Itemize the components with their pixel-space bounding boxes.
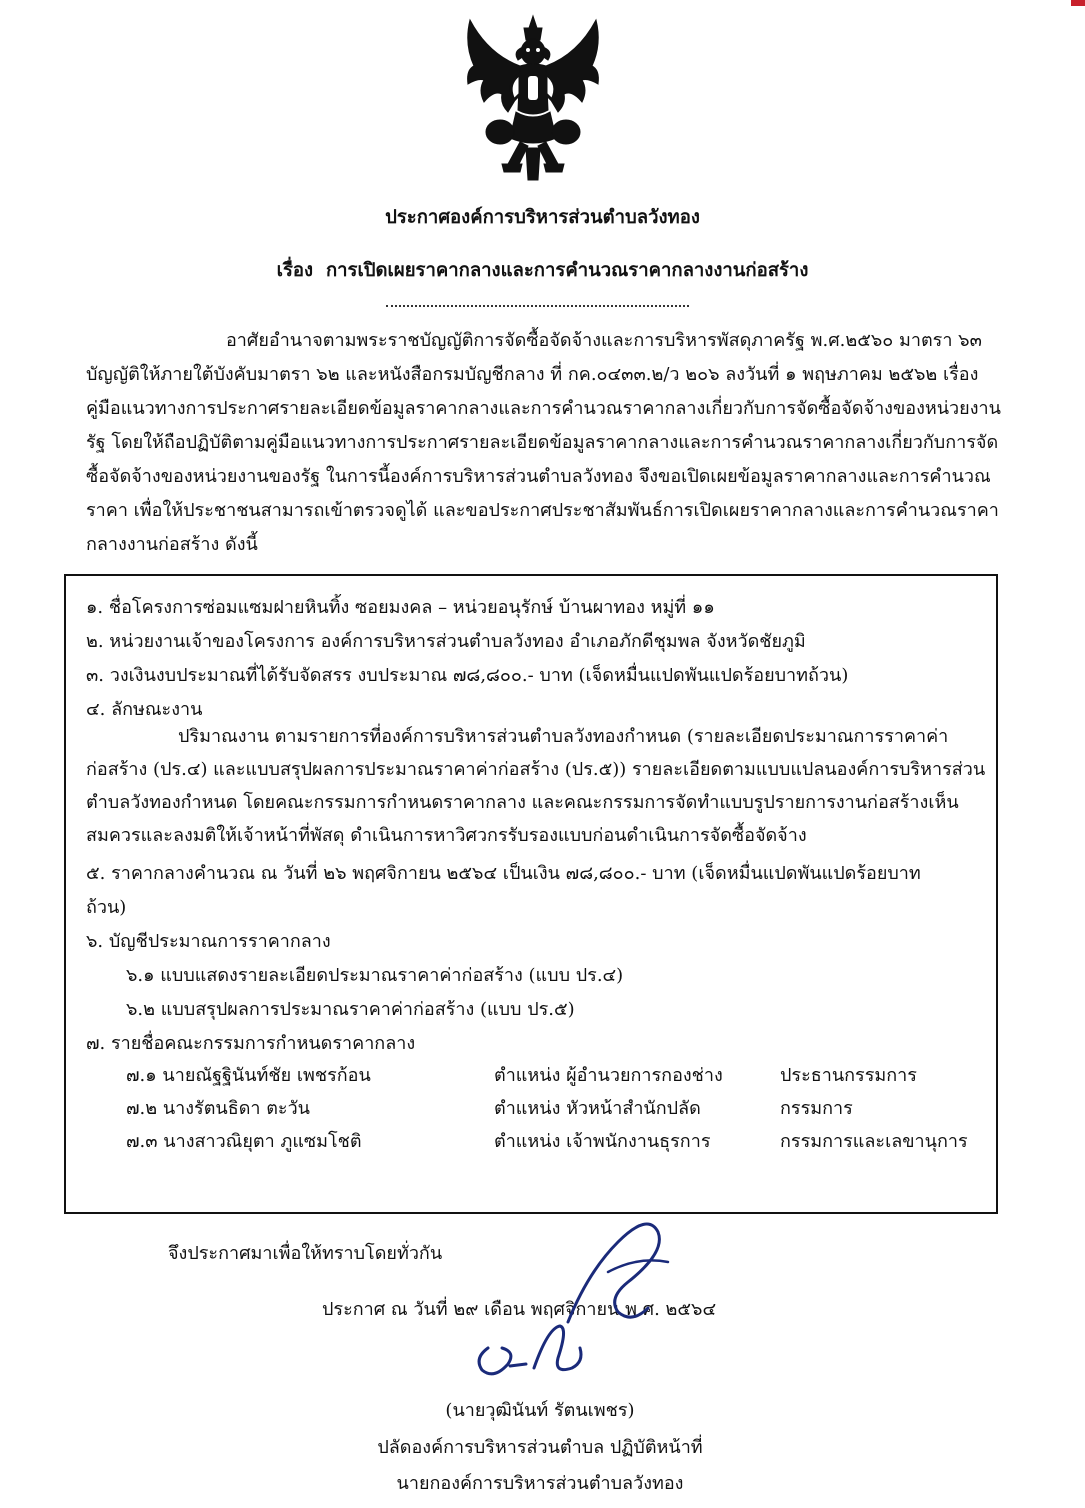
committee-member-role: กรรมการ <box>780 1098 853 1119</box>
garuda-emblem-icon <box>458 14 608 184</box>
committee-member-position: ตำแหน่ง หัวหน้าสำนักปลัด <box>494 1098 701 1119</box>
item-5-median-price-line2: ถ้วน) <box>86 897 127 918</box>
intro-first-line: อาศัยอำนาจตามพระราชบัญญัติการจัดซื้อจัดจ้างและการบริหารพัสดุภาครัฐ พ.ศ.๒๕๖๐ <box>226 330 894 351</box>
subject-text: การเปิดเผยราคากลางและการคำนวณราคากลางงานก่อสร้าง <box>325 260 809 281</box>
signer-name: (นายวุฒินันท์ รัตนเพชร) <box>445 1400 635 1421</box>
item-3-budget: ๓. วงเงินงบประมาณที่ได้รับจัดสรร งบประมาณ ๗๘,๘๐๐.- บาท (เจ็ดหมื่นแปดพันแปดร้อยบาทถ้วน) <box>86 665 849 686</box>
item-1-project-name: ๑. ชื่อโครงการซ่อมแซมฝายหินทิ้ง ซอยมงคล – หน่วยอนุรักษ์ บ้านผาทอง หมู่ที่ ๑๑ <box>86 597 715 618</box>
committee-member-role: ประธานกรรมการ <box>780 1065 917 1086</box>
item-4-description-text: ปริมาณงาน ตามรายการที่องค์การบริหารส่วนตำบลวังทองกำหนด (รายละเอียดประมาณการราคาค่าก่อสร้าง (ปร.๔) และแบบสรุปผลการประมาณราคาค่าก่อสร้าง (ปร.๕)) รายละเอียดตามแบบแปลนองค์การบริหารส่วนตำบลวังทองกำหนด โดยคณะกรรมการกำหนดราคากลาง และคณะกรรมการจัดทำแบบรูปรายการงานก่อสร้างเห็นสมควรและลงมติให้เจ้าหน้าที่พัสดุ ดำเนินการหาวิศวกรรับรองแบบก่อนดำเนินการจัดซื้อจัดจ้าง <box>86 726 986 846</box>
intro-body: มาตรา ๖๓ บัญญัติให้ภายใต้บังคับมาตรา ๖๒ และหนังสือกรมบัญชีกลาง ที่ กค.๐๔๓๓.๒/ว ๒๐๖ ลงวันที่ ๑ พฤษภาคม ๒๕๖๒ เรื่องคู่มือแนวทางการประกาศรายละเอียดข้อมูลราคากลางและการคำนวณราคากลางเกี่ยวกับการจัดซื้อจัดจ้างของหน่วยงานรัฐ โดยให้ถือปฏิบัติตามคู่มือแนวทางการประกาศรายละเอียดข้อมูลราคากลางและการคำนวณราคากลางเกี่ยวกับการจัดซื้อจัดจ้างของหน่วยงานของรัฐ ในการนี้องค์การบริหารส่วนตำบลวังทอง จึงขอเปิดเผยข้อมูลราคากลางและการคำนวณราคา เพื่อให้ประชาชนสามารถเข้าตรวจดูได้ และขอประกาศประชาสัมพันธ์การเปิดเผยราคากลางและการคำนวณราคากลางงานก่อสร้าง ดังนี้ <box>86 330 1001 555</box>
subject-label: เรื่อง <box>276 260 314 281</box>
announcement-org-title: ประกาศองค์การบริหารส่วนตำบลวังทอง <box>385 207 700 228</box>
item-6-1-form-pr4: ๖.๑ แบบแสดงรายละเอียดประมาณราคาค่าก่อสร้าง (แบบ ปร.๔) <box>126 965 624 986</box>
committee-member-position: ตำแหน่ง เจ้าพนักงานธุรการ <box>494 1131 711 1152</box>
signer-title-1: ปลัดองค์การบริหารส่วนตำบล ปฏิบัติหน้าที่ <box>377 1437 703 1458</box>
item-7-committee-title: ๗. รายชื่อคณะกรรมการกำหนดราคากลาง <box>86 1033 416 1054</box>
dotted-separator <box>386 305 689 307</box>
item-6-2-form-pr5: ๖.๒ แบบสรุปผลการประมาณราคาค่าก่อสร้าง (แบบ ปร.๕) <box>126 999 575 1020</box>
signer-title-2: นายกองค์การบริหารส่วนตำบลวังทอง <box>396 1473 684 1494</box>
intro-paragraph <box>86 324 1002 562</box>
item-5-median-price-line1: ๕. ราคากลางคำนวณ ณ วันที่ ๒๖ พฤศจิกายน ๒๕๖๔ เป็นเงิน ๗๘,๘๐๐.- บาท (เจ็ดหมื่นแปดพันแปดร้อยบาท <box>86 863 921 884</box>
committee-member-role: กรรมการและเลขานุการ <box>780 1131 968 1152</box>
item-4-description <box>86 720 990 852</box>
committee-member-name: ๗.๑ นายณัฐฐินันท์ชัย เพชรก้อน <box>126 1065 371 1086</box>
closing-notice: จึงประกาศมาเพื่อให้ทราบโดยทั่วกัน <box>168 1243 443 1264</box>
handwritten-signature-upper <box>548 1212 678 1332</box>
committee-member-position: ตำแหน่ง ผู้อำนวยการกองช่าง <box>494 1065 723 1086</box>
item-2-owner-agency: ๒. หน่วยงานเจ้าของโครงการ องค์การบริหารส่วนตำบลวังทอง อำเภอภักดีชุมพล จังหวัดชัยภูมิ <box>86 631 806 652</box>
announcement-subject <box>0 256 1085 285</box>
handwritten-signature-lower <box>468 1318 598 1388</box>
item-6-estimate-list: ๖. บัญชีประมาณการราคากลาง <box>86 931 331 952</box>
item-4-work-type: ๔. ลักษณะงาน <box>86 699 203 720</box>
committee-member-name: ๗.๓ นางสาวณิยุตา ภูแซมโชติ <box>126 1131 362 1152</box>
red-corner-mark <box>1071 0 1085 6</box>
announcement-date: ประกาศ ณ วันที่ ๒๙ เดือน พฤศจิกายน พ.ศ. ๒๕๖๔ <box>322 1299 717 1320</box>
committee-member-name: ๗.๒ นางรัตนธิดา ตะวัน <box>126 1098 310 1119</box>
